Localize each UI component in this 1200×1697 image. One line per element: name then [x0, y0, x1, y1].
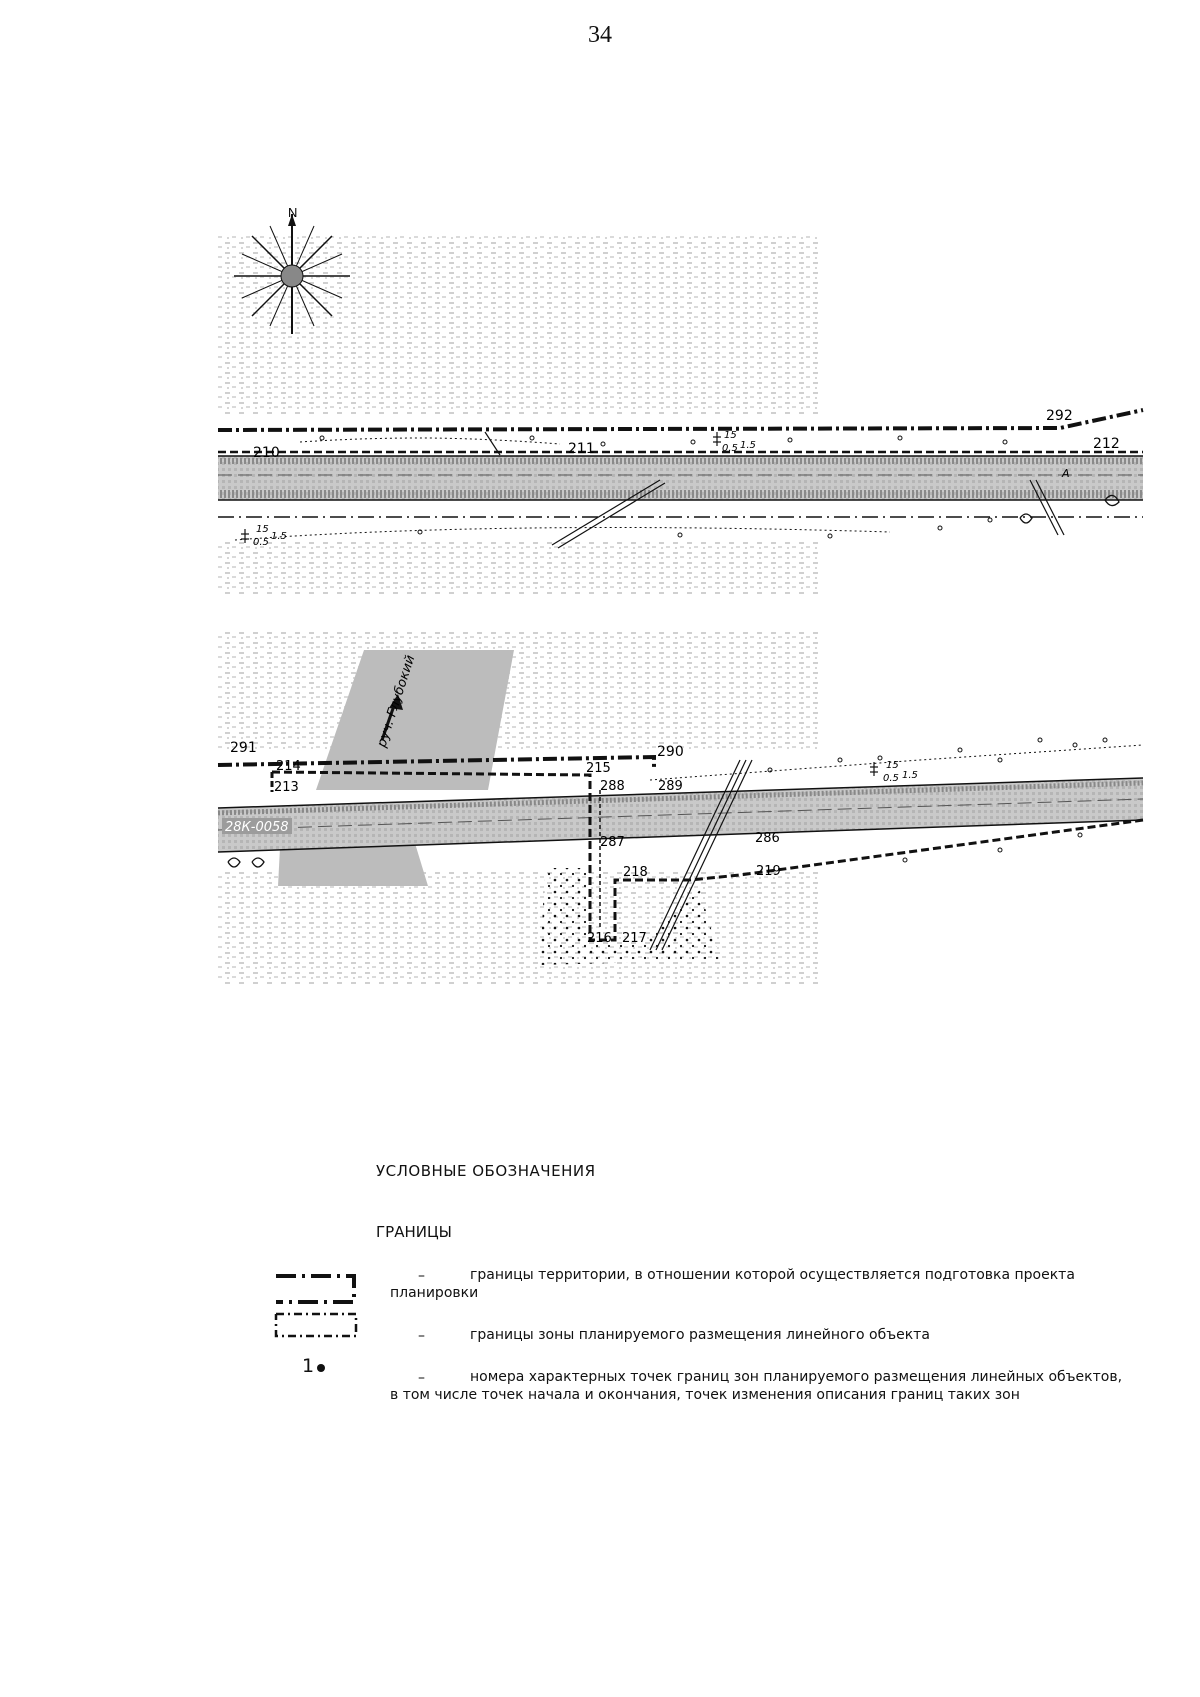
road-label: 28К-0058 [225, 820, 289, 835]
point-number-symbol: 1 [302, 1355, 315, 1377]
forest-mark-den: 0.5 [253, 537, 269, 548]
forest-mark-den: 0.5 [722, 443, 738, 454]
point-214: 214 [276, 759, 301, 774]
legend-item-1-dash: – [418, 1268, 425, 1284]
river-label: руч. Глубокий [374, 653, 419, 750]
page-number: 34 [588, 22, 612, 48]
forest-mark-sub: 1.5 [740, 440, 756, 451]
point-291: 291 [230, 740, 257, 756]
forest-mark-den: 0.5 [883, 773, 899, 784]
point-212: 212 [1093, 436, 1120, 452]
point-213: 213 [274, 780, 299, 795]
legend-section-title: ГРАНИЦЫ [376, 1223, 452, 1241]
point-290: 290 [657, 744, 684, 760]
forest-mark-num: 15 [256, 524, 269, 535]
legend-item-3-text-line2: в том числе точек начала и окончания, точек изменения описания границ таких зон [390, 1387, 1020, 1403]
point-287: 287 [600, 835, 625, 850]
forest-mark-num: 15 [886, 760, 899, 771]
forest-mark-sub: 1.5 [902, 770, 918, 781]
forest-symbol-icon [713, 432, 721, 446]
point-marker-icon [317, 1364, 325, 1372]
legend-item-3-dash: – [418, 1370, 425, 1386]
point-292: 292 [1046, 408, 1073, 424]
planning-boundary-symbol-icon [274, 1272, 360, 1306]
north-label: N [288, 205, 298, 220]
point-219: 219 [756, 864, 781, 879]
legend-item-1-text-line1: границы территории, в отношении которой осуществляется подготовка проекта [470, 1267, 1075, 1283]
legend-title: УСЛОВНЫЕ ОБОЗНАЧЕНИЯ [376, 1162, 596, 1180]
point-288: 288 [600, 779, 625, 794]
legend-item-3-text-line1: номера характерных точек границ зон планируемого размещения линейных объектов, [470, 1369, 1123, 1385]
map-sheet-top [218, 205, 1143, 595]
point-210: 210 [253, 445, 280, 461]
legend-item-2-dash: – [418, 1328, 425, 1344]
point-286: 286 [755, 831, 780, 846]
point-289: 289 [658, 779, 683, 794]
edge-letter: А [1062, 467, 1070, 480]
terrain-speckle-bottom-lower [218, 870, 818, 985]
terrain-speckle-top [218, 235, 818, 415]
terrain-speckle-top-lower [218, 540, 818, 595]
dirt-track [300, 438, 560, 444]
legend-item-1-text-line2: планировки [390, 1285, 479, 1301]
terrain-speckle-bottom [218, 630, 818, 750]
legend-item-2-text-line1: границы зоны планируемого размещения линейного объекта [470, 1327, 930, 1343]
point-216: 216 [587, 931, 612, 946]
zone-boundary-symbol-icon [274, 1310, 360, 1340]
point-217: 217 [622, 931, 647, 946]
point-211: 211 [568, 441, 595, 457]
point-215: 215 [586, 761, 611, 776]
point-218: 218 [623, 865, 648, 880]
shrub-icon [228, 858, 264, 867]
forest-mark-num: 15 [724, 430, 737, 441]
map-sheet-bottom [218, 630, 1143, 985]
forest-mark-sub: 1.5 [271, 531, 287, 542]
